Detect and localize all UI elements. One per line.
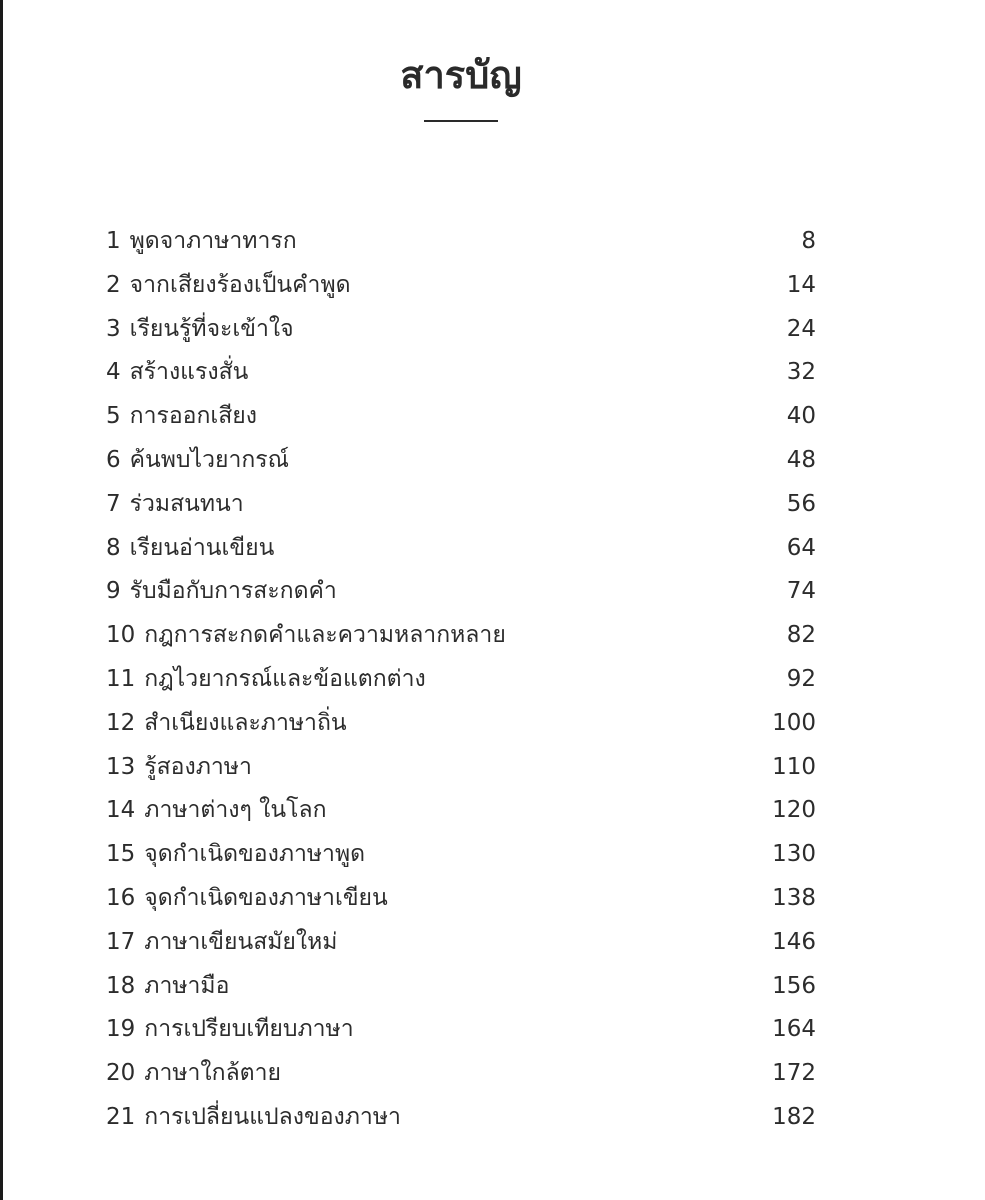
toc-page-number: 82: [786, 622, 816, 649]
toc-chapter-title: กฎไวยากรณ์และข้อแตกต่าง: [144, 665, 426, 692]
table-of-contents: [106, 220, 816, 1140]
toc-entry[interactable]: [106, 395, 816, 439]
toc-entry[interactable]: [106, 1008, 816, 1052]
toc-chapter-number: 8: [106, 534, 121, 561]
toc-chapter-number: 11: [106, 665, 136, 692]
toc-chapter-number: 3: [106, 315, 121, 342]
toc-chapter-title: จุดกำเนิดของภาษาพูด: [144, 841, 366, 868]
toc-page-number: 172: [772, 1060, 816, 1087]
toc-entry[interactable]: [106, 965, 816, 1009]
title-underline-divider: [424, 120, 498, 122]
toc-entry[interactable]: [106, 1052, 816, 1096]
toc-page-number: 74: [786, 578, 816, 605]
toc-chapter-number: 16: [106, 884, 136, 911]
toc-chapter-number: 12: [106, 709, 136, 736]
toc-chapter-title: ภาษาเขียนสมัยใหม่: [144, 928, 338, 955]
toc-chapter-number: 1: [106, 228, 121, 254]
toc-chapter-title: รับมือกับการสะกดคำ: [129, 578, 337, 605]
toc-chapter-number: 15: [106, 841, 136, 868]
toc-chapter-number: 5: [106, 403, 121, 430]
toc-entry[interactable]: [106, 789, 816, 833]
toc-page-number: 156: [772, 972, 816, 999]
toc-page-number: 14: [786, 271, 816, 298]
toc-page-number: 8: [801, 228, 816, 254]
toc-entry[interactable]: [106, 702, 816, 746]
toc-chapter-number: 19: [106, 1016, 136, 1043]
toc-page-number: 138: [772, 884, 816, 911]
toc-entry[interactable]: [106, 220, 816, 264]
toc-chapter-title: ภาษาใกล้ตาย: [144, 1060, 282, 1087]
toc-chapter-title: พูดจาภาษาทารก: [129, 228, 297, 254]
toc-chapter-number: 7: [106, 490, 121, 517]
toc-entry[interactable]: [106, 527, 816, 571]
toc-chapter-title: เรียนอ่านเขียน: [129, 534, 275, 561]
toc-chapter-title: ภาษามือ: [144, 972, 230, 999]
toc-page-number: 56: [786, 490, 816, 517]
page-title: สารบัญ: [400, 53, 522, 98]
toc-chapter-title: ร่วมสนทนา: [129, 490, 244, 517]
toc-page-number: 40: [786, 403, 816, 430]
toc-chapter-title: จากเสียงร้องเป็นคำพูด: [129, 271, 351, 298]
toc-chapter-number: 10: [106, 622, 136, 649]
toc-entry[interactable]: [106, 614, 816, 658]
toc-page-number: 32: [786, 359, 816, 386]
toc-page-number: 64: [786, 534, 816, 561]
toc-entry[interactable]: [106, 264, 816, 308]
toc-page-number: 110: [772, 753, 816, 780]
toc-chapter-number: 17: [106, 928, 136, 955]
toc-page-number: 182: [772, 1103, 816, 1130]
toc-chapter-title: ภาษาต่างๆ ในโลก: [144, 797, 327, 824]
toc-entry[interactable]: [106, 570, 816, 614]
toc-chapter-title: การเปลี่ยนแปลงของภาษา: [144, 1103, 401, 1130]
toc-chapter-title: การเปรียบเทียบภาษา: [144, 1016, 354, 1043]
toc-entry[interactable]: [106, 658, 816, 702]
toc-chapter-title: จุดกำเนิดของภาษาเขียน: [144, 884, 388, 911]
toc-page-number: 120: [772, 797, 816, 824]
toc-page-number: 146: [772, 928, 816, 955]
page-left-border: [0, 0, 3, 1200]
toc-page-number: 164: [772, 1016, 816, 1043]
toc-entry[interactable]: [106, 308, 816, 352]
toc-chapter-number: 21: [106, 1103, 136, 1130]
toc-chapter-number: 18: [106, 972, 136, 999]
toc-chapter-title: ค้นพบไวยากรณ์: [129, 446, 290, 473]
toc-page-number: 48: [786, 446, 816, 473]
toc-entry[interactable]: [106, 1096, 816, 1140]
toc-page-number: 130: [772, 841, 816, 868]
toc-page-number: 92: [786, 665, 816, 692]
toc-chapter-number: 4: [106, 359, 121, 386]
toc-chapter-number: 20: [106, 1060, 136, 1087]
toc-entry[interactable]: [106, 833, 816, 877]
toc-chapter-title: การออกเสียง: [129, 403, 257, 430]
toc-entry[interactable]: [106, 439, 816, 483]
toc-entry[interactable]: [106, 877, 816, 921]
toc-entry[interactable]: [106, 746, 816, 790]
toc-chapter-title: เรียนรู้ที่จะเข้าใจ: [129, 315, 294, 342]
toc-entry[interactable]: [106, 921, 816, 965]
toc-chapter-number: 14: [106, 797, 136, 824]
toc-entry[interactable]: [106, 351, 816, 395]
toc-chapter-number: 13: [106, 753, 136, 780]
toc-chapter-title: กฎการสะกดคำและความหลากหลาย: [144, 622, 506, 649]
toc-chapter-number: 6: [106, 446, 121, 473]
toc-chapter-number: 2: [106, 271, 121, 298]
toc-chapter-title: สำเนียงและภาษาถิ่น: [144, 709, 347, 736]
toc-chapter-title: สร้างแรงสั่น: [129, 359, 249, 386]
toc-page-number: 100: [772, 709, 816, 736]
toc-chapter-number: 9: [106, 578, 121, 605]
toc-chapter-title: รู้สองภาษา: [144, 753, 252, 780]
toc-page-number: 24: [786, 315, 816, 342]
toc-entry[interactable]: [106, 483, 816, 527]
